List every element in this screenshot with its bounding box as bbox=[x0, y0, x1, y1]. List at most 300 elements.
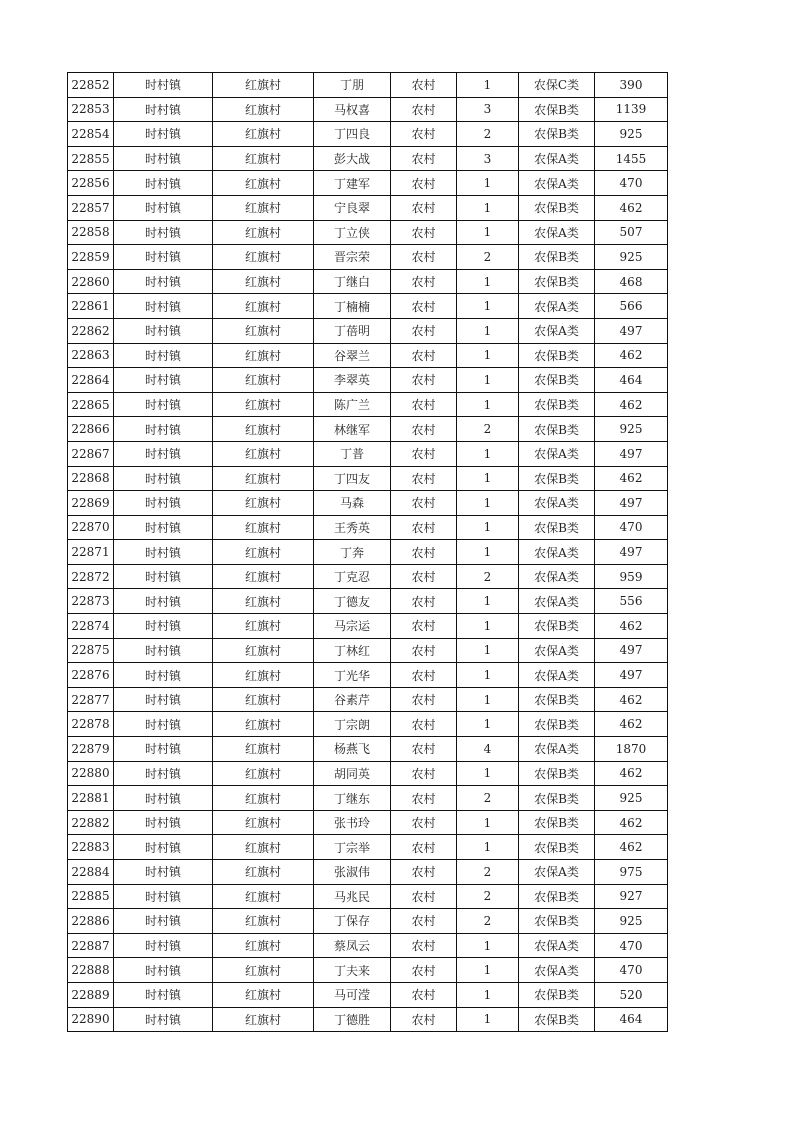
table-row bbox=[68, 73, 668, 98]
count-cell: 2 bbox=[457, 417, 519, 442]
town-cell: 时村镇 bbox=[114, 466, 213, 491]
table-row bbox=[68, 982, 668, 1007]
count-cell: 1 bbox=[457, 1007, 519, 1032]
table-body bbox=[68, 73, 668, 1032]
id-cell: 22884 bbox=[68, 860, 114, 885]
village-cell: 红旗村 bbox=[213, 663, 314, 688]
village-cell: 红旗村 bbox=[213, 466, 314, 491]
village-cell: 红旗村 bbox=[213, 491, 314, 516]
category-cell: 农保A类 bbox=[519, 589, 595, 614]
category-cell: 农保B类 bbox=[519, 884, 595, 909]
name-cell: 马可滢 bbox=[314, 982, 391, 1007]
type-cell: 农村 bbox=[391, 687, 457, 712]
category-cell: 农保A类 bbox=[519, 491, 595, 516]
village-cell: 红旗村 bbox=[213, 540, 314, 565]
type-cell: 农村 bbox=[391, 810, 457, 835]
category-cell: 农保A类 bbox=[519, 737, 595, 762]
table-row bbox=[68, 933, 668, 958]
village-cell: 红旗村 bbox=[213, 122, 314, 147]
village-cell: 红旗村 bbox=[213, 146, 314, 171]
table-row bbox=[68, 663, 668, 688]
table-row bbox=[68, 761, 668, 786]
amount-cell: 462 bbox=[595, 614, 668, 639]
category-cell: 农保A类 bbox=[519, 220, 595, 245]
count-cell: 1 bbox=[457, 392, 519, 417]
name-cell: 谷翠兰 bbox=[314, 343, 391, 368]
table-row bbox=[68, 737, 668, 762]
town-cell: 时村镇 bbox=[114, 786, 213, 811]
count-cell: 2 bbox=[457, 909, 519, 934]
id-cell: 22869 bbox=[68, 491, 114, 516]
id-cell: 22875 bbox=[68, 638, 114, 663]
table-row bbox=[68, 466, 668, 491]
type-cell: 农村 bbox=[391, 564, 457, 589]
category-cell: 农保A类 bbox=[519, 540, 595, 565]
type-cell: 农村 bbox=[391, 269, 457, 294]
category-cell: 农保A类 bbox=[519, 441, 595, 466]
type-cell: 农村 bbox=[391, 737, 457, 762]
category-cell: 农保A类 bbox=[519, 564, 595, 589]
category-cell: 农保B类 bbox=[519, 1007, 595, 1032]
id-cell: 22872 bbox=[68, 564, 114, 589]
amount-cell: 497 bbox=[595, 663, 668, 688]
town-cell: 时村镇 bbox=[114, 540, 213, 565]
name-cell: 王秀英 bbox=[314, 515, 391, 540]
name-cell: 丁四友 bbox=[314, 466, 391, 491]
village-cell: 红旗村 bbox=[213, 761, 314, 786]
table-row bbox=[68, 245, 668, 270]
name-cell: 丁林红 bbox=[314, 638, 391, 663]
amount-cell: 470 bbox=[595, 933, 668, 958]
amount-cell: 462 bbox=[595, 835, 668, 860]
id-cell: 22890 bbox=[68, 1007, 114, 1032]
amount-cell: 1870 bbox=[595, 737, 668, 762]
table-row bbox=[68, 343, 668, 368]
category-cell: 农保B类 bbox=[519, 343, 595, 368]
village-cell: 红旗村 bbox=[213, 73, 314, 98]
town-cell: 时村镇 bbox=[114, 737, 213, 762]
type-cell: 农村 bbox=[391, 171, 457, 196]
count-cell: 1 bbox=[457, 712, 519, 737]
amount-cell: 1139 bbox=[595, 97, 668, 122]
village-cell: 红旗村 bbox=[213, 958, 314, 983]
category-cell: 农保A类 bbox=[519, 860, 595, 885]
town-cell: 时村镇 bbox=[114, 687, 213, 712]
town-cell: 时村镇 bbox=[114, 392, 213, 417]
village-cell: 红旗村 bbox=[213, 687, 314, 712]
town-cell: 时村镇 bbox=[114, 220, 213, 245]
count-cell: 3 bbox=[457, 97, 519, 122]
type-cell: 农村 bbox=[391, 392, 457, 417]
type-cell: 农村 bbox=[391, 761, 457, 786]
village-cell: 红旗村 bbox=[213, 97, 314, 122]
type-cell: 农村 bbox=[391, 982, 457, 1007]
town-cell: 时村镇 bbox=[114, 835, 213, 860]
count-cell: 1 bbox=[457, 835, 519, 860]
village-cell: 红旗村 bbox=[213, 441, 314, 466]
name-cell: 丁立侠 bbox=[314, 220, 391, 245]
type-cell: 农村 bbox=[391, 318, 457, 343]
count-cell: 2 bbox=[457, 786, 519, 811]
table-row bbox=[68, 835, 668, 860]
category-cell: 农保B类 bbox=[519, 417, 595, 442]
id-cell: 22856 bbox=[68, 171, 114, 196]
category-cell: 农保B类 bbox=[519, 245, 595, 270]
count-cell: 4 bbox=[457, 737, 519, 762]
count-cell: 1 bbox=[457, 195, 519, 220]
id-cell: 22877 bbox=[68, 687, 114, 712]
id-cell: 22864 bbox=[68, 368, 114, 393]
id-cell: 22861 bbox=[68, 294, 114, 319]
category-cell: 农保B类 bbox=[519, 761, 595, 786]
town-cell: 时村镇 bbox=[114, 564, 213, 589]
village-cell: 红旗村 bbox=[213, 294, 314, 319]
name-cell: 彭大战 bbox=[314, 146, 391, 171]
village-cell: 红旗村 bbox=[213, 638, 314, 663]
data-table bbox=[67, 72, 668, 1032]
village-cell: 红旗村 bbox=[213, 318, 314, 343]
id-cell: 22866 bbox=[68, 417, 114, 442]
name-cell: 胡同英 bbox=[314, 761, 391, 786]
type-cell: 农村 bbox=[391, 638, 457, 663]
name-cell: 宁良翠 bbox=[314, 195, 391, 220]
id-cell: 22880 bbox=[68, 761, 114, 786]
amount-cell: 462 bbox=[595, 761, 668, 786]
name-cell: 马权喜 bbox=[314, 97, 391, 122]
amount-cell: 462 bbox=[595, 687, 668, 712]
amount-cell: 927 bbox=[595, 884, 668, 909]
id-cell: 22854 bbox=[68, 122, 114, 147]
name-cell: 马兆民 bbox=[314, 884, 391, 909]
town-cell: 时村镇 bbox=[114, 884, 213, 909]
amount-cell: 925 bbox=[595, 786, 668, 811]
id-cell: 22887 bbox=[68, 933, 114, 958]
id-cell: 22865 bbox=[68, 392, 114, 417]
name-cell: 丁四良 bbox=[314, 122, 391, 147]
count-cell: 2 bbox=[457, 245, 519, 270]
amount-cell: 1455 bbox=[595, 146, 668, 171]
type-cell: 农村 bbox=[391, 146, 457, 171]
category-cell: 农保B类 bbox=[519, 712, 595, 737]
amount-cell: 959 bbox=[595, 564, 668, 589]
category-cell: 农保A类 bbox=[519, 663, 595, 688]
name-cell: 丁楠楠 bbox=[314, 294, 391, 319]
village-cell: 红旗村 bbox=[213, 269, 314, 294]
category-cell: 农保B类 bbox=[519, 687, 595, 712]
category-cell: 农保A类 bbox=[519, 933, 595, 958]
table-row bbox=[68, 417, 668, 442]
town-cell: 时村镇 bbox=[114, 933, 213, 958]
id-cell: 22852 bbox=[68, 73, 114, 98]
category-cell: 农保B类 bbox=[519, 466, 595, 491]
amount-cell: 556 bbox=[595, 589, 668, 614]
id-cell: 22867 bbox=[68, 441, 114, 466]
id-cell: 22889 bbox=[68, 982, 114, 1007]
table-row bbox=[68, 687, 668, 712]
amount-cell: 390 bbox=[595, 73, 668, 98]
name-cell: 李翠英 bbox=[314, 368, 391, 393]
category-cell: 农保B类 bbox=[519, 515, 595, 540]
id-cell: 22870 bbox=[68, 515, 114, 540]
type-cell: 农村 bbox=[391, 786, 457, 811]
count-cell: 1 bbox=[457, 171, 519, 196]
count-cell: 2 bbox=[457, 860, 519, 885]
id-cell: 22876 bbox=[68, 663, 114, 688]
amount-cell: 925 bbox=[595, 417, 668, 442]
count-cell: 1 bbox=[457, 933, 519, 958]
id-cell: 22857 bbox=[68, 195, 114, 220]
count-cell: 3 bbox=[457, 146, 519, 171]
count-cell: 1 bbox=[457, 466, 519, 491]
name-cell: 丁蓓明 bbox=[314, 318, 391, 343]
amount-cell: 462 bbox=[595, 392, 668, 417]
category-cell: 农保B类 bbox=[519, 982, 595, 1007]
town-cell: 时村镇 bbox=[114, 269, 213, 294]
id-cell: 22855 bbox=[68, 146, 114, 171]
category-cell: 农保B类 bbox=[519, 835, 595, 860]
village-cell: 红旗村 bbox=[213, 860, 314, 885]
amount-cell: 497 bbox=[595, 491, 668, 516]
table-row bbox=[68, 220, 668, 245]
village-cell: 红旗村 bbox=[213, 933, 314, 958]
amount-cell: 497 bbox=[595, 441, 668, 466]
village-cell: 红旗村 bbox=[213, 712, 314, 737]
town-cell: 时村镇 bbox=[114, 318, 213, 343]
type-cell: 农村 bbox=[391, 343, 457, 368]
amount-cell: 925 bbox=[595, 909, 668, 934]
table-row bbox=[68, 786, 668, 811]
table-row bbox=[68, 441, 668, 466]
count-cell: 2 bbox=[457, 564, 519, 589]
id-cell: 22874 bbox=[68, 614, 114, 639]
count-cell: 1 bbox=[457, 318, 519, 343]
table-row bbox=[68, 171, 668, 196]
table-row bbox=[68, 860, 668, 885]
count-cell: 1 bbox=[457, 687, 519, 712]
category-cell: 农保B类 bbox=[519, 909, 595, 934]
amount-cell: 462 bbox=[595, 712, 668, 737]
name-cell: 张书玲 bbox=[314, 810, 391, 835]
table-row bbox=[68, 515, 668, 540]
name-cell: 马森 bbox=[314, 491, 391, 516]
type-cell: 农村 bbox=[391, 663, 457, 688]
name-cell: 丁普 bbox=[314, 441, 391, 466]
town-cell: 时村镇 bbox=[114, 368, 213, 393]
name-cell: 张淑伟 bbox=[314, 860, 391, 885]
count-cell: 1 bbox=[457, 638, 519, 663]
town-cell: 时村镇 bbox=[114, 122, 213, 147]
amount-cell: 462 bbox=[595, 195, 668, 220]
village-cell: 红旗村 bbox=[213, 343, 314, 368]
town-cell: 时村镇 bbox=[114, 1007, 213, 1032]
table-row bbox=[68, 712, 668, 737]
town-cell: 时村镇 bbox=[114, 810, 213, 835]
town-cell: 时村镇 bbox=[114, 589, 213, 614]
village-cell: 红旗村 bbox=[213, 220, 314, 245]
name-cell: 晋宗荣 bbox=[314, 245, 391, 270]
count-cell: 1 bbox=[457, 540, 519, 565]
id-cell: 22871 bbox=[68, 540, 114, 565]
town-cell: 时村镇 bbox=[114, 195, 213, 220]
amount-cell: 507 bbox=[595, 220, 668, 245]
category-cell: 农保B类 bbox=[519, 786, 595, 811]
count-cell: 1 bbox=[457, 958, 519, 983]
table-row bbox=[68, 491, 668, 516]
village-cell: 红旗村 bbox=[213, 1007, 314, 1032]
town-cell: 时村镇 bbox=[114, 761, 213, 786]
amount-cell: 497 bbox=[595, 540, 668, 565]
type-cell: 农村 bbox=[391, 614, 457, 639]
id-cell: 22868 bbox=[68, 466, 114, 491]
town-cell: 时村镇 bbox=[114, 97, 213, 122]
category-cell: 农保B类 bbox=[519, 368, 595, 393]
type-cell: 农村 bbox=[391, 540, 457, 565]
type-cell: 农村 bbox=[391, 835, 457, 860]
category-cell: 农保A类 bbox=[519, 294, 595, 319]
table-row bbox=[68, 122, 668, 147]
village-cell: 红旗村 bbox=[213, 589, 314, 614]
type-cell: 农村 bbox=[391, 417, 457, 442]
type-cell: 农村 bbox=[391, 441, 457, 466]
count-cell: 1 bbox=[457, 663, 519, 688]
count-cell: 2 bbox=[457, 122, 519, 147]
id-cell: 22883 bbox=[68, 835, 114, 860]
category-cell: 农保A类 bbox=[519, 146, 595, 171]
village-cell: 红旗村 bbox=[213, 786, 314, 811]
type-cell: 农村 bbox=[391, 515, 457, 540]
village-cell: 红旗村 bbox=[213, 392, 314, 417]
village-cell: 红旗村 bbox=[213, 614, 314, 639]
type-cell: 农村 bbox=[391, 466, 457, 491]
count-cell: 1 bbox=[457, 368, 519, 393]
amount-cell: 464 bbox=[595, 368, 668, 393]
village-cell: 红旗村 bbox=[213, 195, 314, 220]
name-cell: 丁保存 bbox=[314, 909, 391, 934]
type-cell: 农村 bbox=[391, 712, 457, 737]
amount-cell: 566 bbox=[595, 294, 668, 319]
town-cell: 时村镇 bbox=[114, 441, 213, 466]
name-cell: 马宗运 bbox=[314, 614, 391, 639]
town-cell: 时村镇 bbox=[114, 491, 213, 516]
table-row bbox=[68, 294, 668, 319]
category-cell: 农保B类 bbox=[519, 810, 595, 835]
name-cell: 丁朋 bbox=[314, 73, 391, 98]
name-cell: 丁光华 bbox=[314, 663, 391, 688]
category-cell: 农保B类 bbox=[519, 392, 595, 417]
count-cell: 1 bbox=[457, 589, 519, 614]
type-cell: 农村 bbox=[391, 884, 457, 909]
category-cell: 农保B类 bbox=[519, 614, 595, 639]
town-cell: 时村镇 bbox=[114, 73, 213, 98]
count-cell: 1 bbox=[457, 343, 519, 368]
count-cell: 1 bbox=[457, 294, 519, 319]
type-cell: 农村 bbox=[391, 933, 457, 958]
type-cell: 农村 bbox=[391, 860, 457, 885]
amount-cell: 470 bbox=[595, 515, 668, 540]
table-row bbox=[68, 958, 668, 983]
category-cell: 农保B类 bbox=[519, 269, 595, 294]
town-cell: 时村镇 bbox=[114, 860, 213, 885]
amount-cell: 462 bbox=[595, 343, 668, 368]
category-cell: 农保A类 bbox=[519, 318, 595, 343]
name-cell: 谷素芹 bbox=[314, 687, 391, 712]
count-cell: 1 bbox=[457, 515, 519, 540]
table-row bbox=[68, 540, 668, 565]
id-cell: 22885 bbox=[68, 884, 114, 909]
table-row bbox=[68, 1007, 668, 1032]
table-row bbox=[68, 589, 668, 614]
village-cell: 红旗村 bbox=[213, 171, 314, 196]
village-cell: 红旗村 bbox=[213, 810, 314, 835]
table-row bbox=[68, 146, 668, 171]
table-row bbox=[68, 810, 668, 835]
amount-cell: 464 bbox=[595, 1007, 668, 1032]
category-cell: 农保B类 bbox=[519, 122, 595, 147]
type-cell: 农村 bbox=[391, 73, 457, 98]
town-cell: 时村镇 bbox=[114, 343, 213, 368]
category-cell: 农保A类 bbox=[519, 638, 595, 663]
id-cell: 22886 bbox=[68, 909, 114, 934]
name-cell: 丁德胜 bbox=[314, 1007, 391, 1032]
table-row bbox=[68, 195, 668, 220]
id-cell: 22882 bbox=[68, 810, 114, 835]
name-cell: 丁继东 bbox=[314, 786, 391, 811]
table-row bbox=[68, 614, 668, 639]
type-cell: 农村 bbox=[391, 368, 457, 393]
amount-cell: 497 bbox=[595, 638, 668, 663]
amount-cell: 925 bbox=[595, 245, 668, 270]
name-cell: 丁宗举 bbox=[314, 835, 391, 860]
table-row bbox=[68, 97, 668, 122]
table-row bbox=[68, 269, 668, 294]
town-cell: 时村镇 bbox=[114, 245, 213, 270]
name-cell: 陈广兰 bbox=[314, 392, 391, 417]
type-cell: 农村 bbox=[391, 958, 457, 983]
town-cell: 时村镇 bbox=[114, 417, 213, 442]
village-cell: 红旗村 bbox=[213, 417, 314, 442]
id-cell: 22881 bbox=[68, 786, 114, 811]
type-cell: 农村 bbox=[391, 122, 457, 147]
name-cell: 林继军 bbox=[314, 417, 391, 442]
table-row bbox=[68, 638, 668, 663]
village-cell: 红旗村 bbox=[213, 737, 314, 762]
id-cell: 22858 bbox=[68, 220, 114, 245]
type-cell: 农村 bbox=[391, 195, 457, 220]
count-cell: 1 bbox=[457, 491, 519, 516]
amount-cell: 470 bbox=[595, 171, 668, 196]
name-cell: 丁宗朗 bbox=[314, 712, 391, 737]
village-cell: 红旗村 bbox=[213, 982, 314, 1007]
name-cell: 丁克忍 bbox=[314, 564, 391, 589]
amount-cell: 497 bbox=[595, 318, 668, 343]
name-cell: 丁夫来 bbox=[314, 958, 391, 983]
count-cell: 1 bbox=[457, 441, 519, 466]
count-cell: 1 bbox=[457, 614, 519, 639]
amount-cell: 925 bbox=[595, 122, 668, 147]
amount-cell: 470 bbox=[595, 958, 668, 983]
id-cell: 22853 bbox=[68, 97, 114, 122]
town-cell: 时村镇 bbox=[114, 294, 213, 319]
category-cell: 农保A类 bbox=[519, 171, 595, 196]
id-cell: 22873 bbox=[68, 589, 114, 614]
id-cell: 22859 bbox=[68, 245, 114, 270]
village-cell: 红旗村 bbox=[213, 515, 314, 540]
name-cell: 杨燕飞 bbox=[314, 737, 391, 762]
table-row bbox=[68, 909, 668, 934]
table-row bbox=[68, 368, 668, 393]
village-cell: 红旗村 bbox=[213, 368, 314, 393]
type-cell: 农村 bbox=[391, 294, 457, 319]
